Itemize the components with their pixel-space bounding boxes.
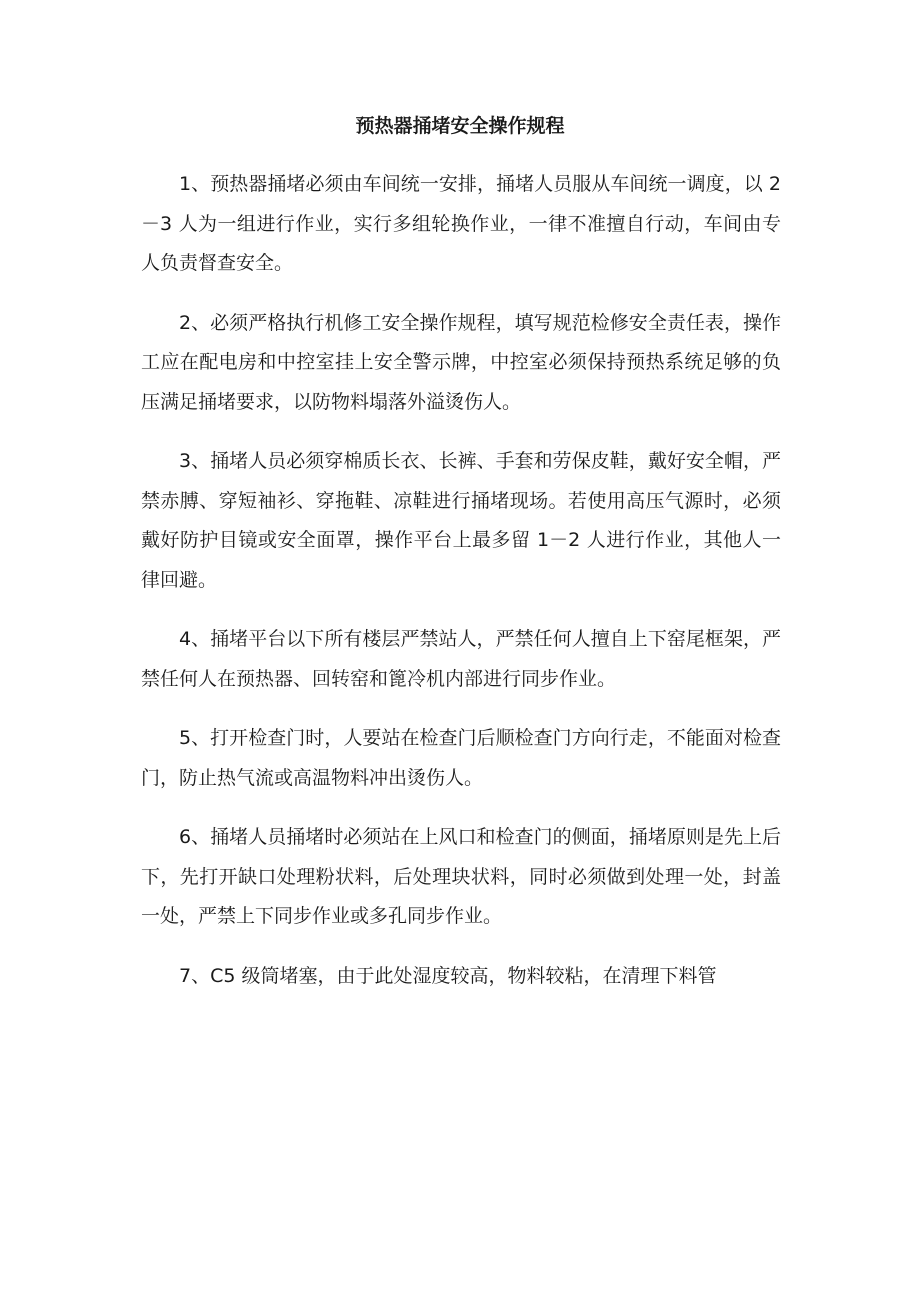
paragraph-2: 2、必须严格执行机修工安全操作规程，填写规范检修安全责任表，操作工应在配电房和中控室挂上安全警示牌，中控室必须保持预热系统足够的负压满足捅堵要求，以防物料塌落外溢烫伤人。	[141, 311, 781, 413]
document-body	[141, 165, 781, 1016]
paragraph-7: 7、C5 级筒堵塞，由于此处湿度较高，物料较粘，在清理下料管	[179, 964, 717, 987]
paragraph-4: 4、捅堵平台以下所有楼层严禁站人，严禁任何人擅自上下窑尾框架，严禁任何人在预热器、回转窑和篦冷机内部进行同步作业。	[141, 628, 781, 690]
paragraph-1: 1、预热器捅堵必须由车间统一安排，捅堵人员服从车间统一调度，以 2－3 人为一组进行作业，实行多组轮换作业，一律不准擅自行动，车间由专人负责督查安全。	[141, 173, 781, 274]
paragraph-3: 3、捅堵人员必须穿棉质长衣、长裤、手套和劳保皮鞋，戴好安全帽，严禁赤膊、穿短袖衫、穿拖鞋、凉鞋进行捅堵现场。若使用高压气源时，必须戴好防护目镜或安全面罩，操作平台上最多留 1－2 人进行作业，其他人一律回避。	[141, 450, 781, 591]
paragraph-6: 6、捅堵人员捅堵时必须站在上风口和检查门的侧面，捅堵原则是先上后下，先打开缺口处理粉状料，后处理块状料，同时必须做到处理一处，封盖一处，严禁上下同步作业或多孔同步作业。	[141, 826, 781, 927]
page-title: 预热器捅堵安全操作规程	[355, 115, 565, 137]
paragraph-5: 5、打开检查门时，人要站在检查门后顺检查门方向行走，不能面对检查门，防止热气流或高温物料冲出烫伤人。	[141, 727, 781, 789]
